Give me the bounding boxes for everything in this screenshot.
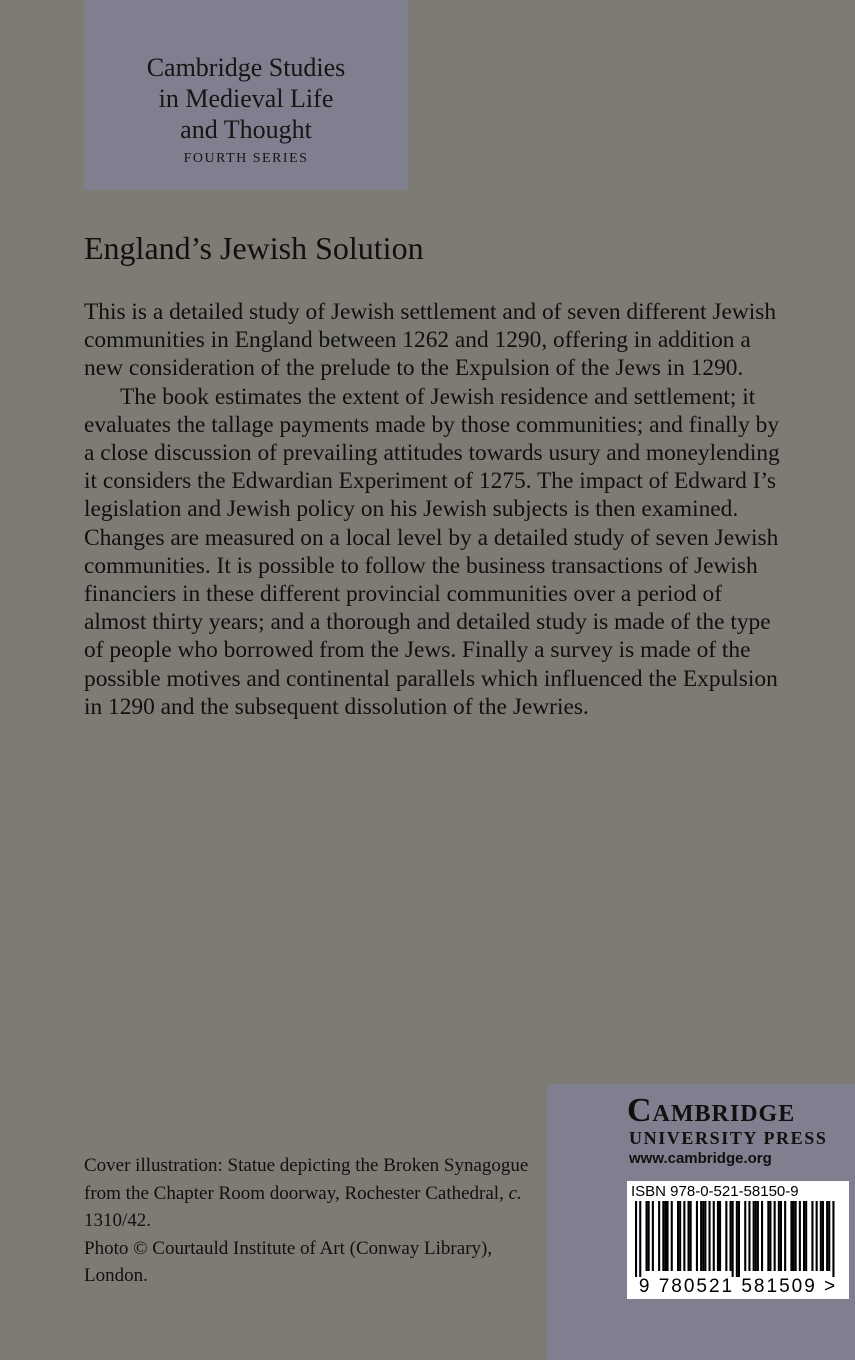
barcode-bar [679, 1201, 681, 1271]
barcode-bar [639, 1201, 641, 1277]
barcode-bar [811, 1201, 813, 1271]
blurb [84, 298, 784, 721]
publisher-subtitle: UNIVERSITY PRESS [629, 1128, 828, 1148]
isbn-barcode [627, 1181, 849, 1299]
barcode-bar [767, 1201, 769, 1271]
barcode-bar [667, 1201, 669, 1271]
barcode-bar [664, 1201, 666, 1271]
blurb-paragraph: This is a detailed study of Jewish settlement and of seven different Jewish communities in England between 1262 and 1290, offering in addition a new consideration of the prelude to the Expulsion of the Jews in 1290. [84, 299, 777, 382]
barcode-bar [803, 1201, 805, 1271]
series-title-line: in Medieval Life [158, 84, 334, 113]
cover-credit [84, 1152, 544, 1290]
barcode-bar [805, 1201, 807, 1271]
barcode-bar [820, 1201, 822, 1271]
barcode-bar [795, 1201, 797, 1271]
barcode-bar [757, 1201, 759, 1271]
barcode-bar [709, 1201, 711, 1271]
publisher-name: Cambridge [627, 1092, 796, 1129]
barcode-bar [648, 1201, 650, 1271]
barcode-bar [738, 1201, 740, 1277]
barcode-bar [736, 1201, 738, 1277]
barcode-bar [646, 1201, 648, 1271]
barcode-bar [671, 1201, 673, 1271]
barcode-bar [799, 1201, 801, 1271]
illustration-date: 1310/42. [84, 1210, 152, 1231]
barcode-bar [704, 1201, 706, 1271]
circa-abbrev: c. [508, 1182, 522, 1204]
illustration-credit-text: Cover illustration: Statue depicting the Broken Synagogue from the Chapter Room doorway, Rochester Cathedral, [84, 1155, 529, 1204]
barcode-bar [690, 1201, 692, 1271]
series-title [84, 52, 408, 145]
barcode-bar [713, 1201, 715, 1271]
illustration-credit [84, 1152, 544, 1235]
barcode-bar [793, 1201, 795, 1271]
barcode-bars [635, 1201, 841, 1277]
barcode-bar [662, 1201, 664, 1271]
publisher-panel [547, 1084, 855, 1360]
barcode-bar [816, 1201, 818, 1271]
barcode-bar [778, 1201, 780, 1271]
barcode-bar [683, 1201, 685, 1271]
photo-credit: Photo © Courtauld Institute of Art (Conway Library), London. [84, 1237, 493, 1286]
barcode-bar [755, 1201, 757, 1271]
barcode-bar [828, 1201, 830, 1271]
barcode-bar [784, 1201, 786, 1271]
barcode-bar [744, 1201, 746, 1271]
barcode-bar [732, 1201, 734, 1277]
barcode-bar [790, 1201, 792, 1271]
barcode-bar [780, 1201, 782, 1271]
barcode-bar [822, 1201, 824, 1271]
barcode-bar [719, 1201, 721, 1271]
barcode-bar [761, 1201, 763, 1271]
barcode-bar [725, 1201, 727, 1271]
barcode-bar [688, 1201, 690, 1271]
barcode-bar [700, 1201, 702, 1271]
barcode-digits: 9 780521 581509 > [638, 1276, 838, 1297]
barcode-bar [769, 1201, 771, 1271]
series-title-line: Cambridge Studies [146, 53, 346, 82]
book-title: England’s Jewish Solution [84, 230, 424, 266]
barcode-bar [832, 1201, 834, 1277]
publisher-url[interactable]: www.cambridge.org [629, 1150, 772, 1167]
blurb-paragraph: The book estimates the extent of Jewish residence and settlement; it evaluates the tallage payments made by those communities; and finally by a close discussion of prevailing attitudes towards usury and moneylending it considers the Edwardian Experiment of 1275. The impact of Edward I’s legislation and Jewish policy on his Jewish subjects is then examined. Changes are measured on a local level by a detailed study of seven Jewish communities. It is possible to follow the business transactions of Jewish financiers in these different provincial communities over a period of almost thirty years; and a thorough and detailed study is made of the type of people who borrowed from the Jews. Finally a survey is made of the possible motives and continental parallels which influenced the Expulsion in 1290 and the subsequent dissolution of the Jewries. [84, 383, 780, 720]
barcode-bar [658, 1201, 660, 1271]
barcode-bar [696, 1201, 698, 1271]
barcode-bar [748, 1201, 750, 1271]
barcode-bar [730, 1201, 732, 1271]
barcode-bar [635, 1201, 637, 1277]
barcode-bar [774, 1201, 776, 1271]
barcode-bar [677, 1201, 679, 1271]
isbn-label: ISBN 978-0-521-58150-9 [631, 1183, 799, 1200]
series-subtitle: FOURTH SERIES [183, 151, 309, 166]
barcode-bar [826, 1201, 828, 1271]
series-title-line: and Thought [180, 115, 312, 144]
barcode-bar [753, 1201, 755, 1271]
barcode-bar [702, 1201, 704, 1271]
series-panel [84, 0, 408, 190]
barcode-bar [717, 1201, 719, 1271]
barcode-bar [652, 1201, 654, 1271]
